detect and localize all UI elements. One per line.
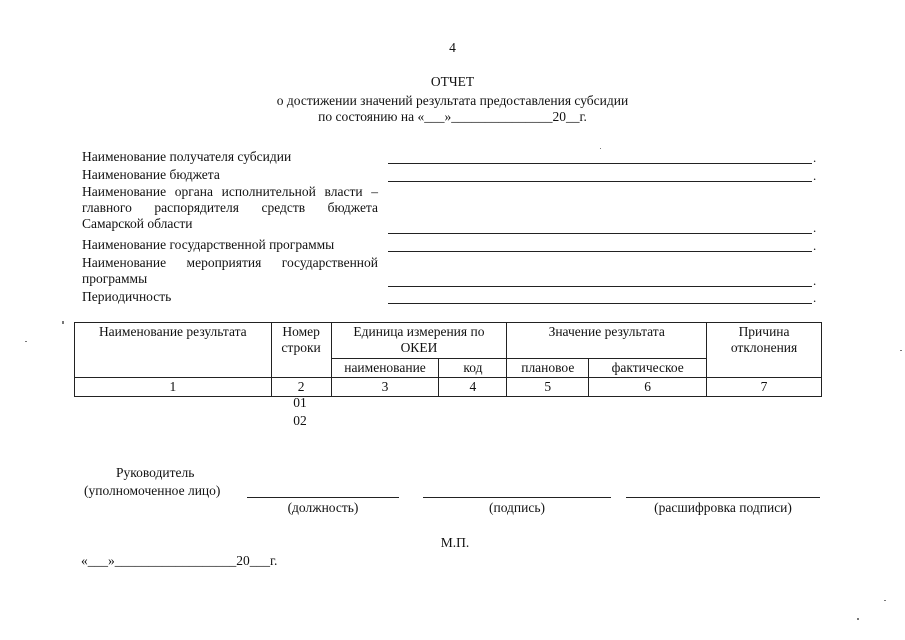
column-number: 5 <box>507 378 589 397</box>
field-end-mark: . <box>813 150 817 165</box>
scan-speck <box>857 618 859 620</box>
field-label-activity: Наименование мероприятия государственной программы <box>82 255 378 287</box>
signatory-role: Руководитель <box>116 465 195 480</box>
row-number: 02 <box>293 413 307 428</box>
field-end-mark: . <box>813 290 817 305</box>
column-number: 4 <box>439 378 507 397</box>
header-unit-code: код <box>439 359 507 378</box>
scan-speck <box>25 341 27 342</box>
field-line-recipient <box>388 163 812 164</box>
signatory-role-note: (уполномоченное лицо) <box>84 483 221 498</box>
header-value-actual: фактическое <box>589 359 707 378</box>
column-number: 7 <box>707 378 822 397</box>
field-label-budget: Наименование бюджета <box>82 167 220 182</box>
field-line-activity <box>388 286 812 287</box>
header-result-value: Значение результата <box>507 323 707 359</box>
signature-line <box>423 497 611 498</box>
signature-caption: (подпись) <box>488 500 546 515</box>
field-end-mark: . <box>813 220 817 235</box>
report-subtitle: о достижении значений результата предоставления субсидии <box>276 93 629 108</box>
scan-speck <box>884 600 886 601</box>
field-line-periodicity <box>388 303 812 304</box>
position-caption: (должность) <box>287 500 359 515</box>
field-end-mark: . <box>813 273 817 288</box>
field-line-budget <box>388 181 812 182</box>
scan-speck <box>62 321 64 324</box>
field-end-mark: . <box>813 168 817 183</box>
field-label-authority: Наименование органа исполнительной власти – главного распорядителя средств бюджета Самарской области <box>82 184 378 232</box>
field-line-authority <box>388 233 812 234</box>
field-line-program <box>388 251 812 252</box>
report-date-line: по состоянию на «___»_______________20__г. <box>318 109 587 124</box>
page-number: 4 <box>449 40 456 55</box>
field-label-periodicity: Периодичность <box>82 289 172 304</box>
column-number: 3 <box>331 378 439 397</box>
scan-speck <box>600 148 601 149</box>
position-line <box>247 497 399 498</box>
signature-date-line: «___»__________________20___г. <box>81 553 278 568</box>
row-number: 01 <box>293 395 307 410</box>
column-number: 2 <box>271 378 331 397</box>
header-value-plan: плановое <box>507 359 589 378</box>
header-deviation-reason: Причина отклонения <box>707 323 822 378</box>
decoding-line <box>626 497 820 498</box>
column-number: 6 <box>589 378 707 397</box>
field-end-mark: . <box>813 238 817 253</box>
scan-speck <box>900 350 902 351</box>
column-number: 1 <box>75 378 272 397</box>
stamp-placeholder: М.П. <box>440 535 470 550</box>
decoding-caption: (расшифровка подписи) <box>654 500 792 515</box>
header-row-number: Номер строки <box>271 323 331 378</box>
field-label-program: Наименование государственной программы <box>82 237 335 252</box>
report-title: ОТЧЕТ <box>430 74 475 89</box>
report-table <box>74 322 822 397</box>
header-unit-okei: Единица измерения по ОКЕИ <box>331 323 507 359</box>
header-unit-name: наименование <box>331 359 439 378</box>
header-result-name: Наименование результата <box>75 323 272 378</box>
field-label-recipient: Наименование получателя субсидии <box>82 149 292 164</box>
